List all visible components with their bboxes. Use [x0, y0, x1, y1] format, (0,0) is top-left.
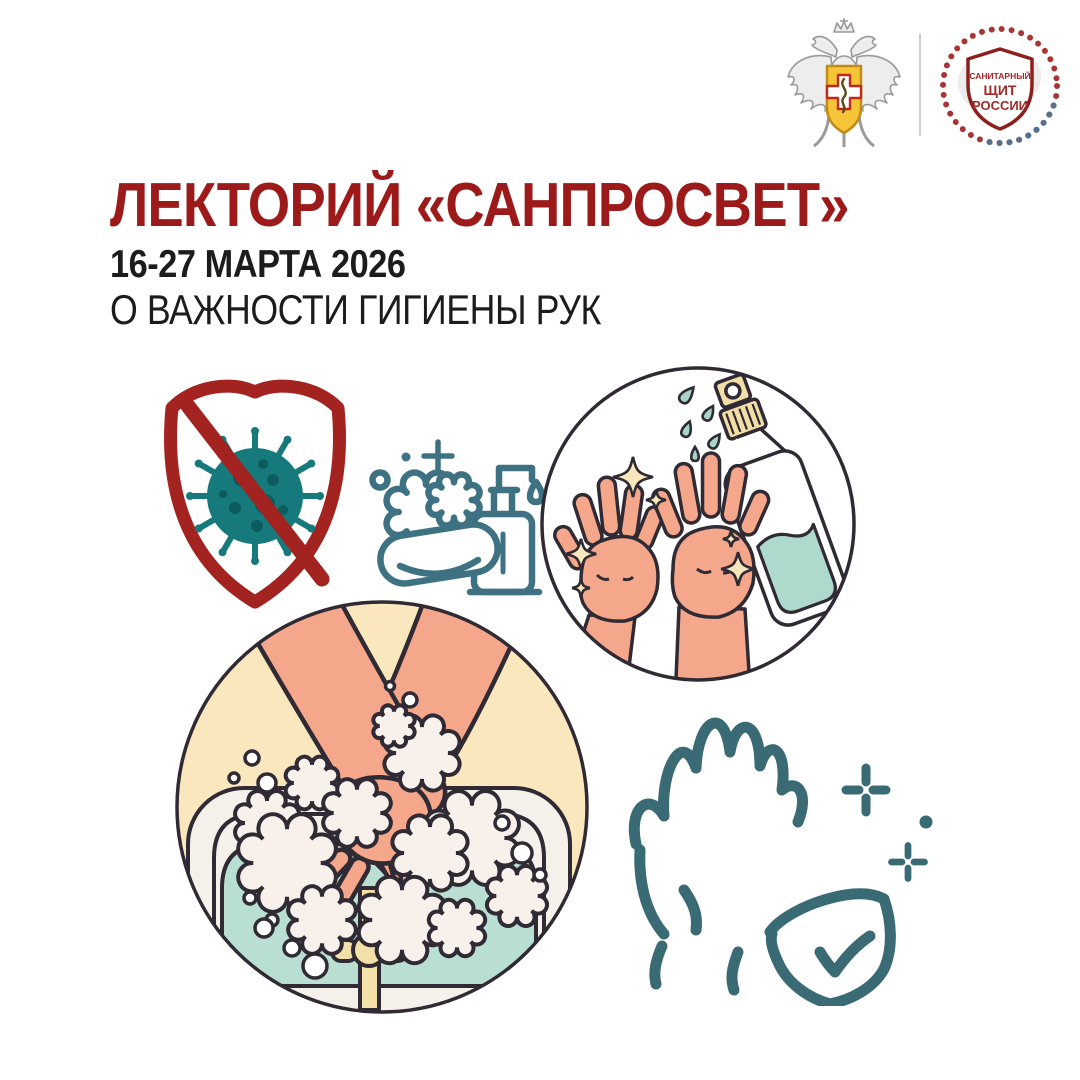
- sparkle-dot: [920, 816, 933, 829]
- header-divider: [919, 34, 921, 136]
- rospotrebnadzor-eagle-emblem-icon: [783, 16, 905, 148]
- logo-line-1: САНИТАРНЫЙ: [969, 71, 1031, 81]
- logo-line-2: ЩИТ: [983, 82, 1017, 98]
- sanitary-shield-russia-logo-icon: [934, 20, 1066, 152]
- checkmark-icon: [820, 936, 870, 972]
- clean-protected-hands-illustration: [620, 694, 942, 1006]
- washing-hands-in-sink-illustration: [172, 598, 592, 1018]
- sparkle-icon: [424, 442, 452, 470]
- event-topic: О ВАЖНОСТИ ГИГИЕНЫ РУК: [110, 286, 601, 333]
- logo-line-3: РОССИИ: [971, 98, 1029, 113]
- event-dates: 16-27 МАРТА 2026: [110, 243, 406, 286]
- check-shield: [770, 894, 890, 1004]
- page-title: ЛЕКТОРИЙ «САНПРОСВЕТ»: [110, 171, 849, 240]
- soap-and-dispenser-illustration: [366, 430, 544, 606]
- sparkles: [846, 768, 925, 879]
- virus-blocked-shield-illustration: [155, 376, 355, 610]
